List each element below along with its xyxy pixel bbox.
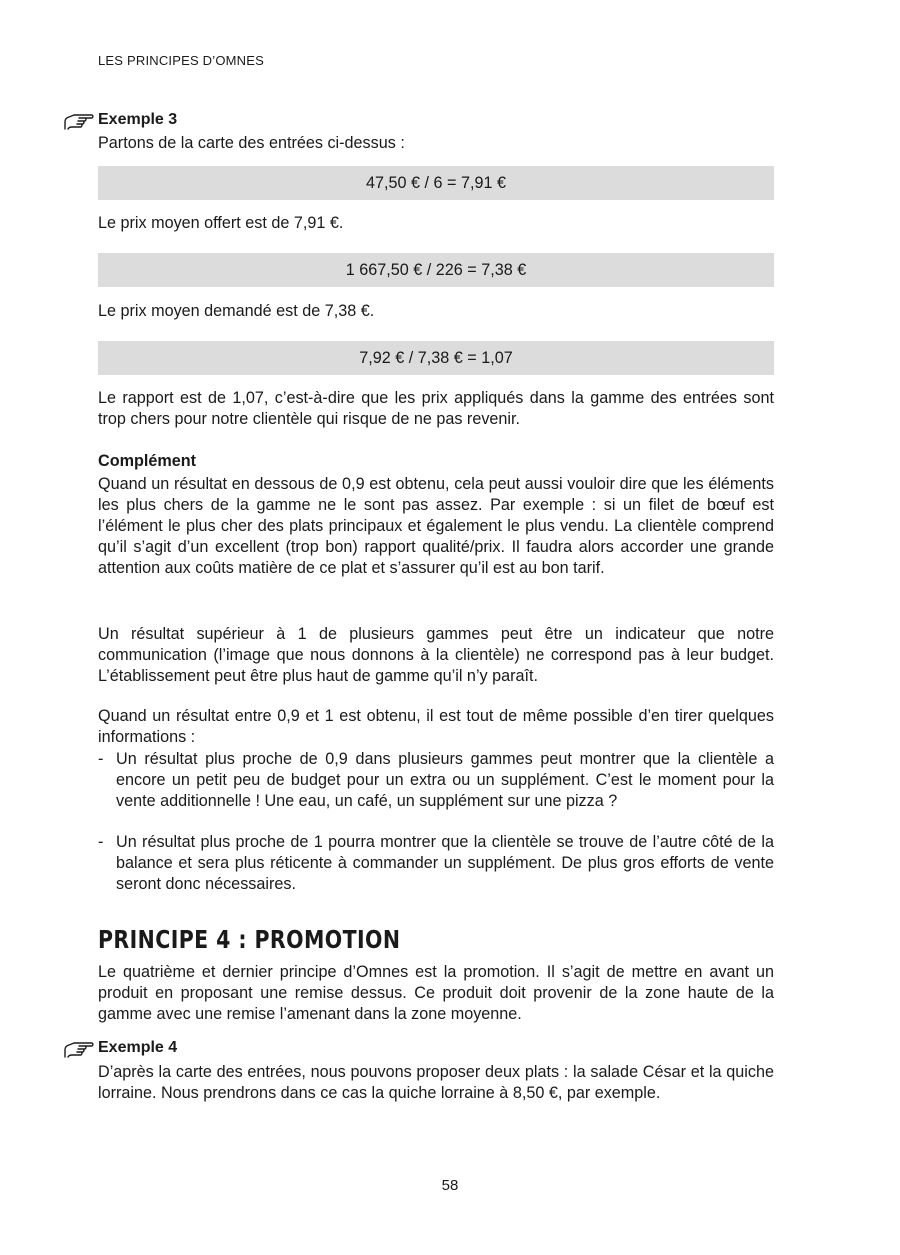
list-item	[98, 749, 774, 812]
running-header: LES PRINCIPES D’OMNES	[98, 53, 265, 68]
bullet-marker: -	[98, 750, 104, 768]
complement-paragraph-3: Quand un résultat entre 0,9 et 1 est obtenu, il est tout de même possible d’en tirer quelques informations :	[98, 707, 774, 746]
complement-paragraph-2: Un résultat supérieur à 1 de plusieurs gammes peut être un indicateur que notre communication (l’image que nous donnons à la clientèle) ne correspond pas à leur budget. L’établissement peut être plus haut de gamme qu’il n’y paraît.	[98, 625, 774, 685]
principle-4-text: Le quatrième et dernier principe d’Omnes est la promotion. Il s’agit de mettre en avant un produit en proposant une remise dessus. Ce produit doit provenir de la zone haute de la gamme avec une remise l’amenant dans la zone moyenne.	[98, 963, 774, 1023]
formula-1-text: 47,50 € / 6 = 7,91 €	[366, 173, 506, 192]
complement-paragraph-1: Quand un résultat en dessous de 0,9 est obtenu, cela peut aussi vouloir dire que les éléments les plus chers de la gamme ne le sont pas assez. Par exemple : si un filet de bœuf est l’élément le plus cher des plats principaux et également le plus vendu. La clientèle comprend qu’il s’agit d’un excellent (trop bon) rapport qualité/prix. Il faudra alors accorder une grande attention aux coûts matière de ce plat et s’assurer qu’il est au bon tarif.	[98, 475, 774, 577]
formula-2	[98, 253, 774, 287]
example-4-heading	[62, 1036, 177, 1060]
example-3-heading	[62, 108, 177, 132]
section-title-principle-4: PRINCIPE 4 : PROMOTION	[98, 925, 401, 954]
formula-3-text: 7,92 € / 7,38 € = 1,07	[359, 348, 513, 367]
example-3-intro: Partons de la carte des entrées ci-dessus :	[98, 134, 405, 152]
formula-2-text: 1 667,50 € / 226 = 7,38 €	[345, 260, 527, 279]
example-3-title: Exemple 3	[98, 111, 178, 128]
list-item	[98, 832, 774, 895]
page-number: 58	[441, 1177, 459, 1194]
pointing-hand-icon	[62, 1036, 96, 1060]
example-4-text: D’après la carte des entrées, nous pouvons proposer deux plats : la salade César et la quiche lorraine. Nous prendrons dans ce cas la quiche lorraine à 8,50 €, par exemple.	[98, 1063, 774, 1102]
complement-title: Complément	[98, 452, 197, 470]
formula-1	[98, 166, 774, 200]
pointing-hand-icon	[62, 108, 96, 132]
example-4-title: Exemple 4	[98, 1039, 178, 1056]
example-3-text-1: Le prix moyen offert est de 7,91 €.	[98, 214, 344, 232]
example-3-conclusion: Le rapport est de 1,07, c’est-à-dire que les prix appliqués dans la gamme des entrées sont trop chers pour notre clientèle qui risque de ne pas revenir.	[98, 389, 774, 428]
example-3-text-2: Le prix moyen demandé est de 7,38 €.	[98, 302, 375, 320]
list-item-text: Un résultat plus proche de 1 pourra montrer que la clientèle se trouve de l’autre côté de la balance et sera plus réticente à commander un supplément. De plus gros efforts de vente seront donc nécessaires.	[116, 833, 774, 893]
list-item-text: Un résultat plus proche de 0,9 dans plusieurs gammes peut montrer que la clientèle a encore un petit peu de budget pour un extra ou un supplément. C’est le moment pour la vente additionnelle ! Une eau, un café, un supplément sur une pizza ?	[116, 750, 774, 810]
bullet-marker: -	[98, 833, 104, 851]
formula-3	[98, 341, 774, 375]
